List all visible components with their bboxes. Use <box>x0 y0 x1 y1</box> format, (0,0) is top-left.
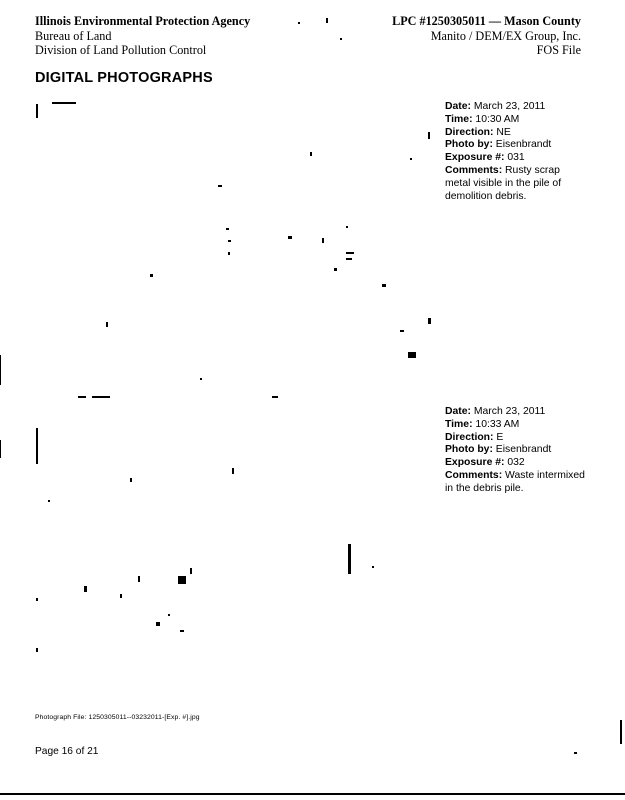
speck <box>52 102 76 104</box>
speck <box>36 428 38 464</box>
comments-value: Rusty scrap metal visible in the pile of demolition debris. <box>445 164 562 202</box>
speck <box>120 594 122 598</box>
speck <box>156 622 160 626</box>
speck <box>326 18 328 23</box>
time-label: Time: <box>445 418 473 430</box>
speck <box>620 720 622 744</box>
speck <box>346 258 352 260</box>
speck <box>410 158 412 160</box>
speck <box>78 396 86 398</box>
speck <box>178 576 186 584</box>
bureau-name: Bureau of Land <box>35 28 112 43</box>
speck <box>334 268 337 271</box>
speck <box>0 440 1 458</box>
exposure-label: Exposure #: <box>445 457 505 469</box>
speck <box>226 228 229 230</box>
speck <box>130 478 132 482</box>
direction-label: Direction: <box>445 126 494 138</box>
date-value: March 23, 2011 <box>473 101 546 112</box>
date-value: March 23, 2011 <box>473 406 546 417</box>
speck <box>382 284 386 287</box>
division-name: Division of Land Pollution Control <box>35 43 207 57</box>
speck <box>36 648 38 652</box>
speck <box>340 38 342 40</box>
speck <box>574 752 577 754</box>
speck <box>138 576 140 582</box>
speck <box>228 252 230 255</box>
photo-by-label: Photo by: <box>445 444 493 456</box>
speck <box>346 252 354 254</box>
photo-by-label: Photo by: <box>445 139 493 151</box>
speck <box>346 226 348 228</box>
date-label: Date: <box>445 406 471 417</box>
speck <box>428 318 431 324</box>
site-id: LPC #1250305011 — Mason County <box>392 14 581 28</box>
site-owner: Manito / DEM/EX Group, Inc. <box>430 28 581 43</box>
speck <box>218 185 222 187</box>
speck <box>298 22 300 24</box>
exposure-value: 031 <box>507 152 525 164</box>
comments-value: Waste intermixed in the debris pile. <box>445 469 585 494</box>
speck <box>310 152 312 156</box>
time-label: Time: <box>445 113 473 125</box>
speck <box>272 396 278 398</box>
speck <box>0 355 1 385</box>
speck <box>400 330 404 332</box>
time-value: 10:33 AM <box>475 418 520 430</box>
direction-label: Direction: <box>445 431 494 443</box>
comments-label: Comments: <box>445 164 503 176</box>
speck <box>288 236 292 239</box>
speck <box>232 468 234 474</box>
exposure-value: 032 <box>507 457 525 469</box>
speck <box>180 630 184 632</box>
speck <box>228 240 231 242</box>
exposure-label: Exposure #: <box>445 152 505 164</box>
speck <box>348 544 351 574</box>
photo-file-name: Photograph File: 1250305011--03232011-[Exp. #].jpg <box>35 714 200 721</box>
speck <box>428 132 430 139</box>
speck <box>200 378 202 380</box>
direction-value: E <box>496 431 504 443</box>
page-number: Page 16 of 21 <box>35 746 99 757</box>
photo-by-value: Eisenbrandt <box>495 139 552 151</box>
speck <box>168 614 170 616</box>
speck <box>92 396 110 398</box>
agency-name: Illinois Environmental Protection Agency <box>35 14 251 28</box>
photo-by-value: Eisenbrandt <box>495 444 552 456</box>
speck <box>48 500 50 502</box>
bottom-border <box>0 793 625 795</box>
speck <box>36 104 38 118</box>
time-value: 10:30 AM <box>475 113 520 125</box>
speck <box>106 322 108 327</box>
comments-label: Comments: <box>445 469 503 481</box>
page-title: DIGITAL PHOTOGRAPHS <box>35 70 213 86</box>
speck <box>408 352 416 358</box>
speck <box>190 568 192 574</box>
direction-value: NE <box>496 126 511 138</box>
speck <box>84 586 87 592</box>
speck <box>372 566 374 568</box>
speck <box>150 274 153 277</box>
speck <box>322 238 324 243</box>
file-type: FOS File <box>536 43 581 57</box>
speck <box>36 598 38 601</box>
date-label: Date: <box>445 101 471 112</box>
